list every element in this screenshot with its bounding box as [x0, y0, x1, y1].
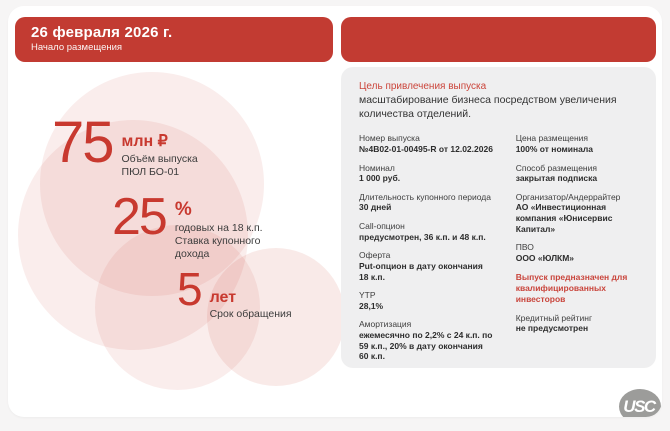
issue-details-card [341, 67, 656, 368]
goal-heading: Цель привлечения выпуска [359, 81, 487, 92]
coupon-rate-caption2: Ставка купонного дохода [174, 235, 261, 261]
detail-issue-number: Номер выпуска №4B02-01-00495-R от 12.02.2026 [359, 133, 493, 154]
detail-placement-price: Цена размещения 100% от номинала [515, 133, 594, 154]
stat-maturity [177, 263, 320, 321]
placement-date: 26 февраля 2026 г. [31, 24, 173, 41]
issue-volume-unit: млн ₽ [121, 133, 168, 150]
detail-pvo: ПВО ООО «ЮЛКМ» [515, 242, 575, 263]
coupon-rate-value: 25 [112, 188, 166, 246]
details-column-left [359, 133, 494, 362]
stat-issue-volume [52, 110, 238, 179]
detail-call-option: Call-опцион предусмотрен, 36 к.п. и 48 к.п. [359, 221, 486, 242]
detail-placement-method: Способ размещения закрытая подписка [515, 162, 598, 184]
details-column-right [516, 133, 638, 362]
detail-credit-rating: Кредитный рейтинг не предусмотрен [515, 312, 593, 334]
maturity-caption1: Срок обращения [209, 307, 292, 320]
maturity-value: 5 [177, 263, 201, 315]
maturity-unit: лет [209, 289, 237, 306]
detail-organizer: Организатор/Андеррайтер АО «Инвестиционная компания «Юнисервис Капитал» [515, 191, 621, 234]
detail-amortization: Амортизация ежемесячно по 2,2% с 24 к.п. по 59 к.п., 20% в дату окончания 60 к.п. [359, 319, 493, 362]
main-panel [8, 6, 662, 417]
banner-spacer [341, 17, 656, 62]
detail-ytp: YTP 28,1% [359, 290, 384, 311]
usc-logo-icon [619, 389, 661, 417]
usc-logo-text: USC [623, 396, 655, 416]
detail-nominal: Номинал 1 000 руб. [359, 162, 401, 184]
coupon-rate-unit: % [174, 199, 192, 220]
issue-volume-value: 75 [52, 110, 113, 175]
detail-coupon-period: Длительность купонного периода 30 дней [359, 191, 491, 213]
placement-date-subtitle: Начало размещения [31, 42, 123, 53]
stat-coupon-rate [112, 188, 293, 261]
coupon-rate-caption1: годовых на 18 к.п. [174, 221, 263, 234]
placement-date-banner [15, 17, 333, 62]
qualified-investors-note: Выпуск предназначен для квалифицированных инвесторов [515, 271, 628, 304]
issue-volume-caption1: Объём выпуска [121, 152, 198, 165]
detail-offer: Оферта Put-опцион в дату окончания 18 к.п. [359, 250, 483, 282]
issue-volume-caption2: ПЮЛ БО-01 [121, 165, 180, 178]
goal-description: масштабирование бизнеса посредством увеличения количества отделений. [359, 94, 617, 120]
